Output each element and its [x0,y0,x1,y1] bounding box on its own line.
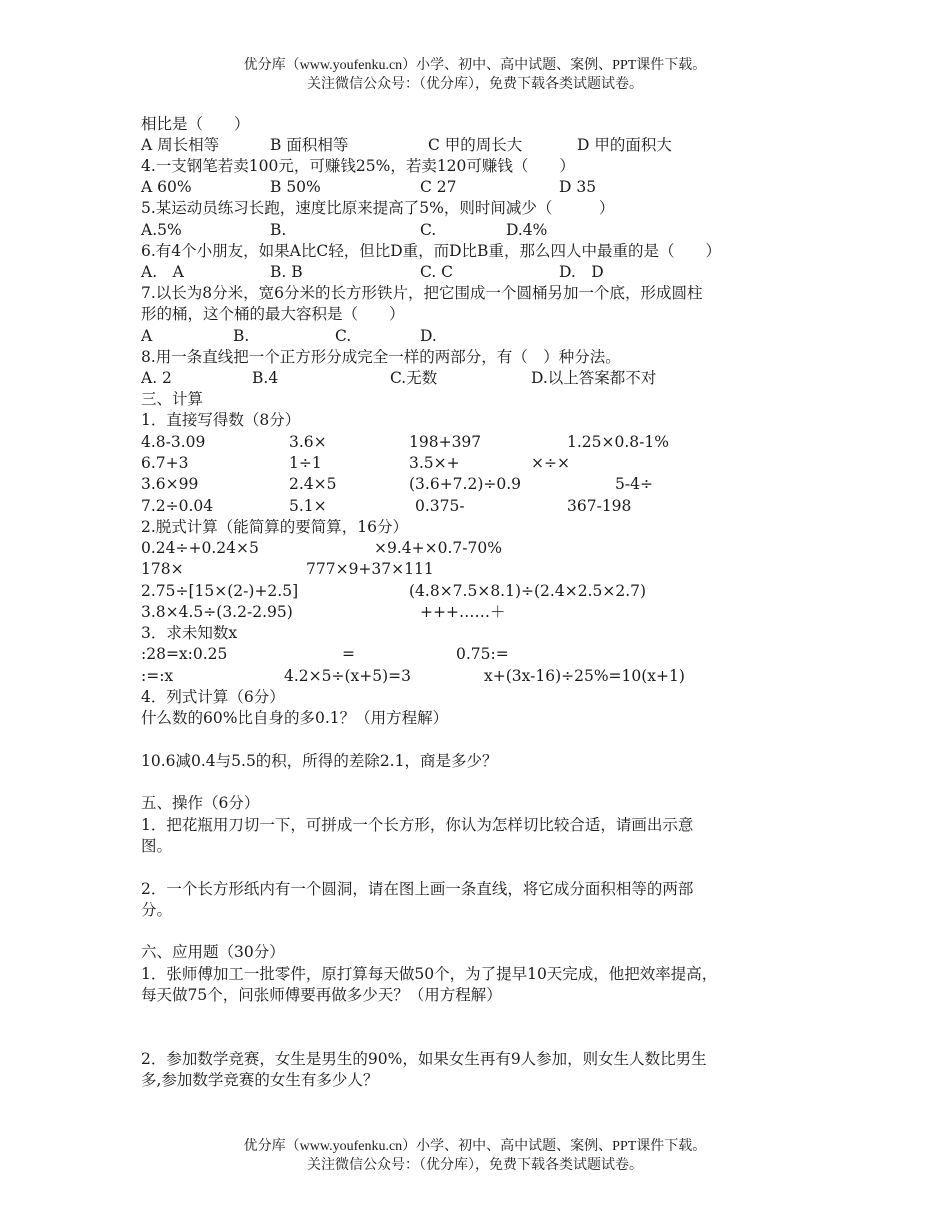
expression: 0.24÷+0.24×5 [141,539,259,557]
footer-line-1: 优分库（www.youfenku.cn）小学、初中、高中试题、案例、PPT课件下载。 [243,1139,707,1154]
equation: 0.75:= [456,645,509,663]
expression: +++……＋ [420,603,506,621]
equation: :=:x [141,667,174,685]
expression: 7.2÷0.04 [141,497,214,515]
expression: 0.375- [415,497,465,515]
expression: 5.1× [289,497,327,515]
option: D. D [559,263,604,281]
operation-q2-line-2: 分。 [141,901,173,919]
option: B. [233,327,250,345]
expression: 3.6×99 [141,475,199,493]
option: A.5% [141,221,182,239]
option: C. C [420,263,454,281]
q8-text: 8.用一条直线把一个正方形分成完全一样的两部分，有（ ）种分法。 [141,348,621,366]
subsection-title: 2.脱式计算（能简算的要简算，16分） [141,518,409,536]
expression: 3.5×+ [409,454,460,472]
expression: 6.7+3 [141,454,189,472]
q3-tail: 相比是（ ） [141,115,250,133]
expression: 1÷1 [289,454,322,472]
expression: 2.4×5 [289,475,337,493]
option: B 面积相等 [270,136,349,154]
operation-q2-line-1: 2．一个长方形纸内有一个圆洞，请在图上画一条直线，将它成分面积相等的两部 [141,880,694,898]
footer-line-2: 关注微信公众号：（优分库），免费下载各类试题试卷。 [307,1158,643,1173]
option: C 27 [420,178,457,196]
option: C. [335,327,352,345]
word-calc-question: 10.6减0.4与5.5的积，所得的差除2.1，商是多少？ [141,752,498,770]
equation: = [342,645,355,663]
q7-line-2: 形的桶，这个桶的最大容积是（ ） [141,305,405,323]
application-q2-line-1: 2．参加数学竞赛，女生是男生的90%，如果女生再有9人参加，则女生人数比男生 [141,1050,707,1068]
expression: 1.25×0.8-1% [567,433,669,451]
option: D 甲的面积大 [577,136,672,154]
expression: 3.6× [289,433,327,451]
option: A 60% [141,178,192,196]
page-header [0,56,950,94]
word-calc-question: 什么数的60%比自身的多0.1？（用方程解） [141,709,449,727]
expression: 3.8×4.5÷(3.2-2.95) [141,603,293,621]
option: B 50% [270,178,321,196]
option: A. A [141,263,184,281]
q4-text: 4.一支钢笔若卖100元，可赚钱25%，若卖120可赚钱（ ） [141,157,575,175]
equation: 4.2×5÷(x+5)=3 [284,667,412,685]
expression: 5-4÷ [615,475,653,493]
expression: 4.8-3.09 [141,433,206,451]
expression: 178× [141,560,184,578]
section-title-application: 六、应用题（30分） [141,943,285,961]
option: B. B [270,263,303,281]
option: B.4 [252,369,279,387]
application-q1-line-1: 1．张师傅加工一批零件，原打算每天做50个，为了提早10天完成，他把效率提高， [141,965,718,983]
option: D 35 [559,178,597,196]
subsection-title: 3．求未知数x [141,624,238,642]
option: A. 2 [141,369,172,387]
expression: (4.8×7.5×8.1)÷(2.4×2.5×2.7) [409,582,647,600]
q6-text: 6.有4个小朋友，如果A比C轻，但比D重，而D比B重，那么四人中最重的是（ ） [141,242,721,260]
expression: 2.75÷[15×(2-)+2.5] [141,582,299,600]
option: A [141,327,153,345]
subsection-title: 1．直接写得数（8分） [141,411,301,429]
application-q2-line-2: 多,参加数学竞赛的女生有多少人？ [141,1071,379,1089]
q7-line-1: 7.以长为8分米，宽6分米的长方形铁片，把它围成一个圆桶另加一个底，形成圆柱 [141,284,703,302]
option: C. [420,221,437,239]
option: D.4% [506,221,548,239]
expression: 777×9+37×111 [306,560,434,578]
option: C 甲的周长大 [428,136,523,154]
expression: 198+397 [409,433,482,451]
header-line-1: 优分库（www.youfenku.cn）小学、初中、高中试题、案例、PPT课件下载。 [243,58,707,73]
page-footer [0,1137,950,1175]
header-line-2: 关注微信公众号：（优分库），免费下载各类试题试卷。 [307,77,643,92]
equation: :28=x:0.25 [141,645,228,663]
option: B. [270,221,287,239]
option: A 周长相等 [141,136,220,154]
option: D. [420,327,437,345]
application-q1-line-2: 每天做75个，问张师傅要再做多少天？（用方程解） [141,986,502,1004]
operation-q1-line-2: 图。 [141,837,173,855]
equation: x+(3x-16)÷25%=10(x+1) [484,667,685,685]
q5-text: 5.某运动员练习长跑，速度比原来提高了5%，则时间减少（ ） [141,199,615,217]
expression: ×9.4+×0.7-70% [374,539,502,557]
expression: (3.6+7.2)÷0.9 [409,475,522,493]
option: C.无数 [390,369,438,387]
option: D.以上答案都不对 [531,369,657,387]
expression: 367-198 [567,497,632,515]
operation-q1-line-1: 1．把花瓶用刀切一下，可拼成一个长方形，你认为怎样切比较合适，请画出示意 [141,816,694,834]
section-title-operation: 五、操作（6分） [141,794,260,812]
subsection-title: 4．列式计算（6分） [141,688,285,706]
section-title-calc: 三、计算 [141,390,204,408]
expression: ×÷× [531,454,570,472]
